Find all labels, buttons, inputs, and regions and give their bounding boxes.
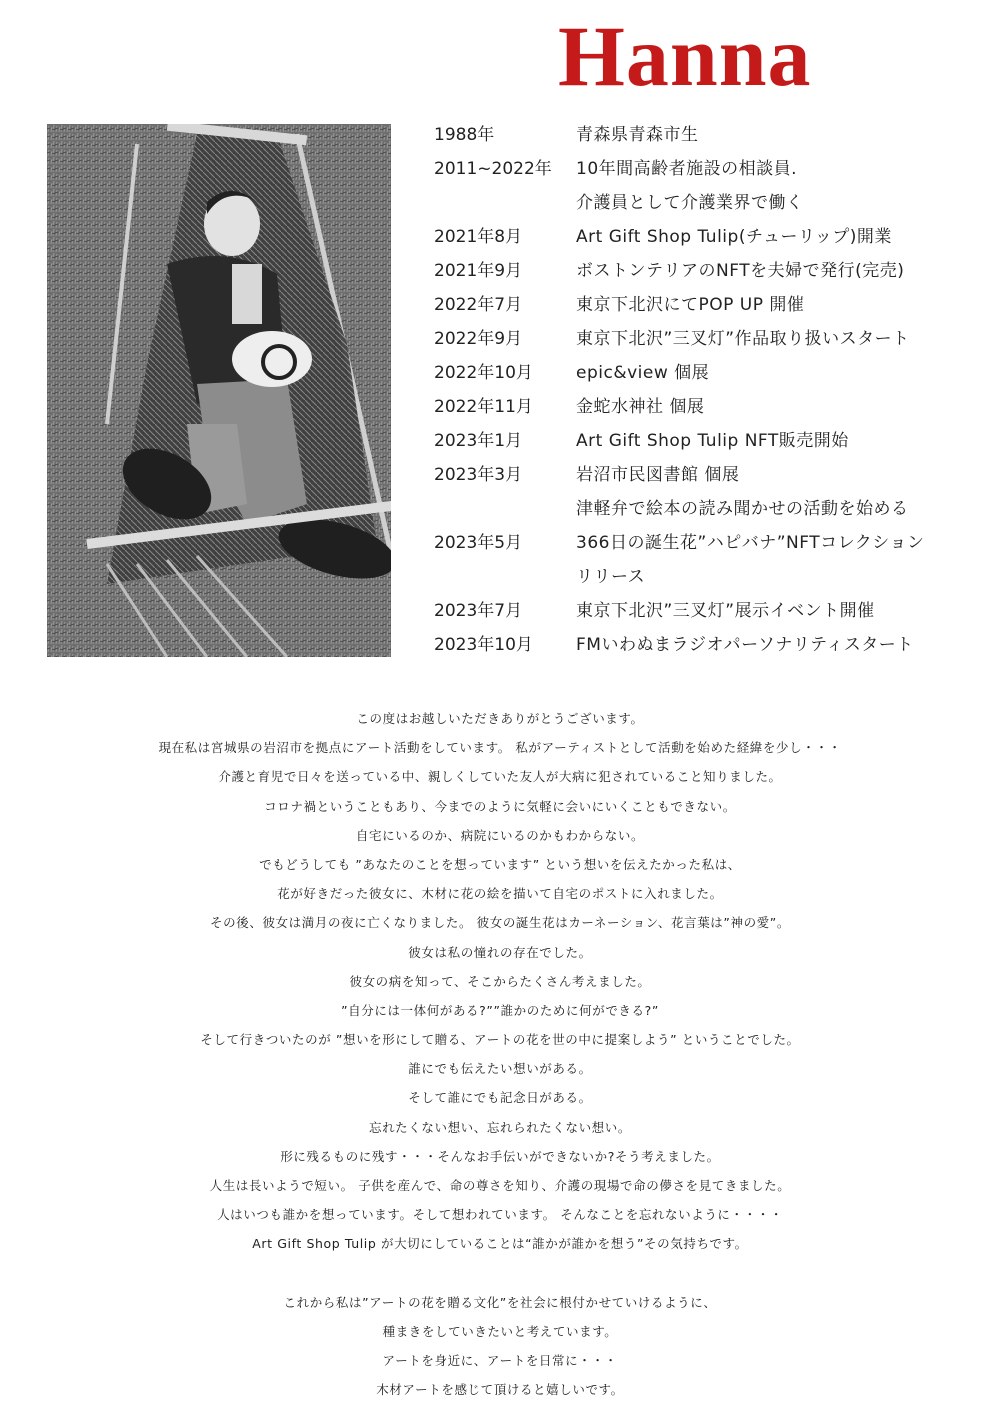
timeline-year: 2022年9月 — [434, 329, 523, 349]
timeline-row — [434, 356, 994, 390]
timeline-row — [434, 152, 994, 186]
story-line: 人生は長いようで短い。 子供を産んで、命の尊さを知り、介護の現場で命の儚さを見てきました。 — [209, 1178, 791, 1193]
timeline-year: 1988年 — [434, 125, 495, 145]
paragraph-spacer — [40, 1259, 960, 1288]
story-line: これから私は”アートの花を贈る文化”を社会に根付かせていけるように、 — [283, 1294, 717, 1310]
timeline-event: 366日の誕生花”ハピバナ”NFTコレクション — [576, 533, 925, 553]
story-text — [40, 704, 960, 1405]
timeline-year: 2023年7月 — [434, 601, 523, 621]
story-line: 木材アートを感じて頂けると嬉しいです。 — [376, 1382, 624, 1398]
story-line: 現在私は宮城県の岩沼市を拠点にアート活動をしています。 私がアーティストとして活動を始めた経緯を少し・・・ — [158, 740, 842, 756]
timeline-year: 2023年1月 — [434, 431, 523, 451]
timeline-row — [434, 390, 994, 424]
story-line: コロナ禍ということもあり、今までのように気軽に会いにいくこともできない。 — [264, 798, 736, 814]
timeline-year — [434, 560, 576, 594]
timeline-event: 津軽弁で絵本の読み聞かせの活動を始める — [576, 499, 909, 519]
story-line: でもどうしても ”あなたのことを想っています” という想いを伝えたかった私は、 — [259, 856, 741, 872]
timeline-row — [434, 526, 994, 560]
timeline-year: 2022年10月 — [434, 363, 533, 383]
timeline-row — [434, 220, 994, 254]
story-line: 花が好きだった彼女に、木材に花の絵を描いて自宅のポストに入れました。 — [277, 886, 723, 902]
timeline-event: リリース — [576, 567, 646, 587]
story-line: アートを身近に、アートを日常に・・・ — [382, 1353, 618, 1369]
story-line: 自宅にいるのか、病院にいるのかもわからない。 — [355, 827, 645, 843]
timeline-year — [434, 492, 576, 526]
timeline-event: 岩沼市民図書館 個展 — [576, 465, 740, 485]
timeline-event: epic&view 個展 — [576, 363, 710, 383]
timeline-year: 2011~2022年 — [434, 159, 552, 179]
story-line: そして行きついたのが ”想いを形にして贈る、アートの花を世の中に提案しよう” ということでした。 — [200, 1032, 800, 1048]
timeline-row — [434, 186, 994, 220]
timeline-year: 2023年10月 — [434, 635, 533, 655]
timeline-year: 2021年9月 — [434, 261, 523, 281]
story-line: 人はいつも誰かを想っています。そして想われています。 そんなことを忘れないように・・・・ — [217, 1207, 783, 1223]
story-line: 誰にでも伝えたい想いがある。 — [408, 1061, 592, 1077]
timeline-row — [434, 492, 994, 526]
timeline-event: Art Gift Shop Tulip NFT販売開始 — [576, 431, 849, 451]
portrait-photo-icon — [47, 124, 391, 657]
timeline-event: 青森県青森市生 — [576, 125, 699, 145]
timeline-row — [434, 322, 994, 356]
timeline-row — [434, 628, 994, 662]
timeline-year: 2023年3月 — [434, 465, 523, 485]
timeline — [434, 118, 994, 662]
timeline-year: 2021年8月 — [434, 227, 523, 247]
timeline-event: Art Gift Shop Tulip(チューリップ)開業 — [576, 227, 892, 247]
story-line: その後、彼女は満月の夜に亡くなりました。 彼女の誕生花はカーネーション、花言葉は”神の愛”。 — [210, 915, 790, 931]
timeline-event: 東京下北沢”三叉灯”作品取り扱いスタート — [576, 329, 910, 349]
timeline-row — [434, 458, 994, 492]
timeline-year: 2022年11月 — [434, 397, 533, 417]
timeline-event: FMいわぬまラジオパーソナリティスタート — [576, 635, 914, 655]
timeline-event: ボストンテリアのNFTを夫婦で発行(完売) — [576, 261, 905, 281]
story-line: 彼女は私の憧れの存在でした。 — [408, 944, 592, 960]
story-line: 忘れたくない想い、忘れられたくない想い。 — [368, 1119, 631, 1135]
story-line: そして誰にでも記念日がある。 — [408, 1090, 592, 1106]
timeline-event: 介護員として介護業界で働く — [576, 193, 804, 213]
story-line: 彼女の病を知って、そこからたくさん考えました。 — [349, 973, 651, 989]
timeline-row — [434, 288, 994, 322]
story-line: ”自分には一体何がある?””誰かのために何ができる?” — [341, 1002, 659, 1018]
story-line: この度はお越しいただきありがとうございます。 — [356, 711, 644, 726]
timeline-event: 東京下北沢”三叉灯”展示イベント開催 — [576, 601, 875, 621]
timeline-row — [434, 560, 994, 594]
portrait-photo — [47, 124, 391, 657]
timeline-row — [434, 254, 994, 288]
timeline-event: 東京下北沢にてPOP UP 開催 — [576, 295, 805, 315]
story-line: Art Gift Shop Tulip が大切にしていることは“誰かが誰かを想う”その気持ちです。 — [252, 1236, 748, 1252]
timeline-event: 金蛇水神社 個展 — [576, 397, 705, 417]
story-line: 形に残るものに残す・・・そんなお手伝いができないか?そう考えました。 — [280, 1148, 720, 1164]
page-title: Hanna — [558, 8, 812, 104]
timeline-row — [434, 118, 994, 152]
timeline-year: 2023年5月 — [434, 533, 523, 553]
story-line: 種まきをしていきたいと考えています。 — [382, 1323, 618, 1339]
timeline-event: 10年間高齢者施設の相談員. — [576, 159, 798, 179]
timeline-year — [434, 186, 576, 220]
story-line: 介護と育児で日々を送っている中、親しくしていた友人が大病に犯されていること知りました。 — [218, 769, 782, 785]
timeline-row — [434, 424, 994, 458]
timeline-year: 2022年7月 — [434, 295, 523, 315]
timeline-row — [434, 594, 994, 628]
